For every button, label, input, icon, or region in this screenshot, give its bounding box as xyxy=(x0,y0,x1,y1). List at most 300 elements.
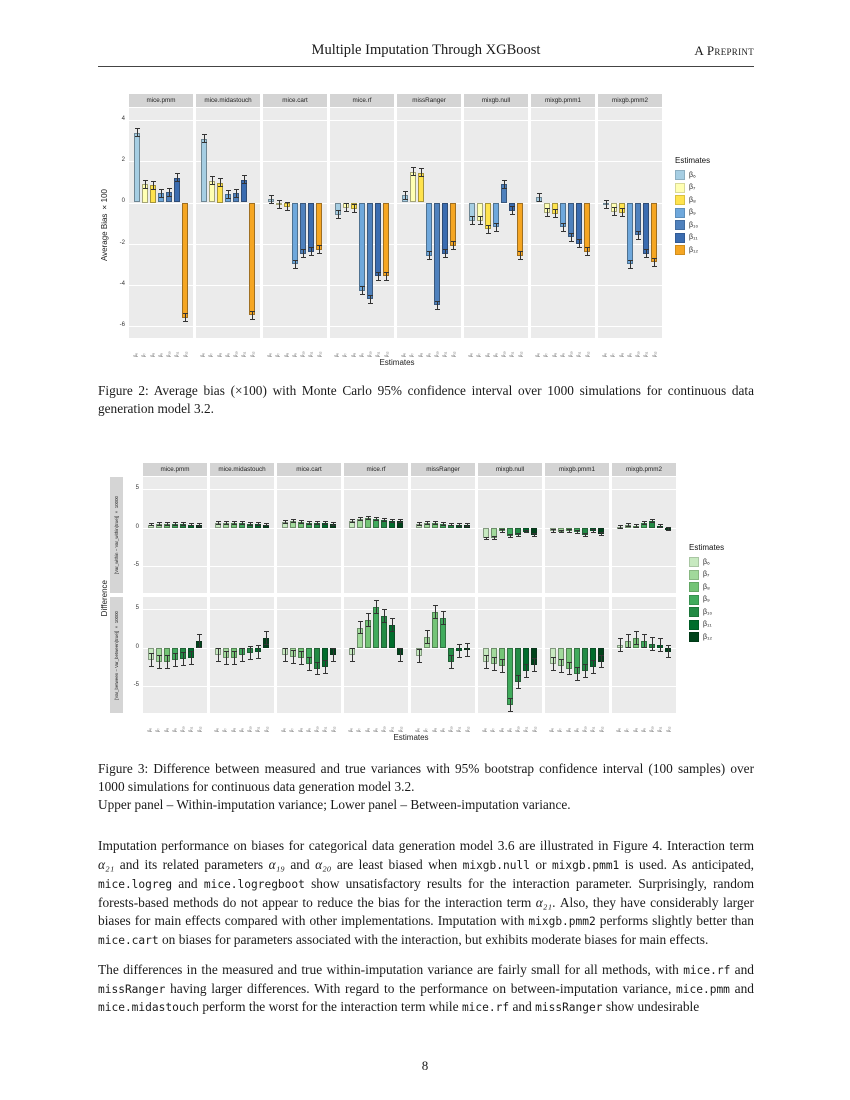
error-bar xyxy=(331,648,336,662)
text-run: . Also, they have considerably larger biases for main effects compared with other implementations. Imputation with xyxy=(98,894,754,929)
x-tick-label: β₁₂ xyxy=(182,351,188,357)
x-tick-label: β₉ xyxy=(291,352,297,357)
gridline xyxy=(478,609,542,610)
axis-spacer xyxy=(110,94,127,108)
x-tick-row xyxy=(210,717,274,732)
x-tick-row xyxy=(612,717,676,732)
bar xyxy=(450,203,456,246)
gridline xyxy=(210,686,274,687)
error-bar xyxy=(569,233,574,242)
row-facet-label: [Var_within − Var_within(true)] × 10000 xyxy=(114,496,119,575)
error-bar xyxy=(658,638,663,652)
error-bar xyxy=(384,272,389,281)
error-bar xyxy=(443,249,448,258)
error-bar xyxy=(291,650,296,664)
x-tick-label: β₁₁ xyxy=(509,351,515,357)
error-bar xyxy=(352,204,357,213)
error-bar xyxy=(604,200,609,209)
x-tick-row xyxy=(598,342,662,357)
text-run: on biases for parameters associated with the interaction, but exhibits moderate biases for main effects. xyxy=(158,932,709,948)
legend-key xyxy=(675,245,685,255)
x-tick-label: β₉ xyxy=(573,728,579,733)
error-bar xyxy=(577,239,582,248)
gridline xyxy=(330,120,394,121)
text-run: and xyxy=(730,961,754,977)
error-bar xyxy=(559,659,564,673)
error-bar xyxy=(532,533,537,537)
legend-item xyxy=(675,233,710,243)
inline-code: missRanger xyxy=(98,982,166,996)
text-run: Imputation performance on biases for categorical data generation model 3.6 are illustrated in Figure 4. Interaction term xyxy=(98,838,754,854)
x-tick-label: β₈ xyxy=(632,728,638,733)
x-tick-label: β₆ xyxy=(147,728,153,733)
gridline xyxy=(129,326,193,327)
error-bar xyxy=(350,648,355,662)
gridline xyxy=(464,326,528,327)
x-tick-label: β₁₀ xyxy=(300,351,306,357)
bar xyxy=(410,172,416,203)
row-facet-strip xyxy=(110,597,123,713)
inline-code: mixgb.null xyxy=(462,859,530,873)
error-bar xyxy=(197,523,202,527)
x-tick-label: β₁₀ xyxy=(568,351,574,357)
error-bar xyxy=(398,648,403,662)
error-bar xyxy=(524,530,529,534)
error-bar xyxy=(189,651,194,665)
bar xyxy=(134,133,140,203)
error-bar xyxy=(360,286,365,295)
error-bar xyxy=(484,537,489,541)
gridline xyxy=(478,566,542,567)
figure2-chart xyxy=(98,94,754,357)
error-bar xyxy=(583,664,588,678)
legend-item xyxy=(675,208,710,218)
error-bar xyxy=(301,249,306,258)
text-run: show undesirable xyxy=(602,999,700,1015)
legend-key xyxy=(689,595,699,605)
x-tick-label: β₉ xyxy=(358,352,364,357)
inline-math: α₁₉ xyxy=(268,857,285,873)
error-bar xyxy=(516,675,521,689)
x-tick-label: β₇ xyxy=(624,728,630,733)
panel xyxy=(545,477,609,593)
y-axis xyxy=(110,94,127,342)
error-bar xyxy=(628,260,633,269)
axis-spacer xyxy=(124,463,141,477)
x-tick-label: β₉ xyxy=(492,352,498,357)
x-tick-label: β₆ xyxy=(214,728,220,733)
legend-key xyxy=(689,632,699,642)
x-tick-label: β₁₁ xyxy=(576,351,582,357)
x-tick-label: β₆ xyxy=(602,352,608,357)
inline-code: mice.cart xyxy=(98,934,159,948)
error-bar xyxy=(650,637,655,651)
x-tick-label: β₇ xyxy=(222,728,228,733)
error-bar xyxy=(518,251,523,260)
row-facet-strip xyxy=(110,477,123,593)
legend-key xyxy=(689,582,699,592)
error-bar xyxy=(224,651,229,665)
error-bar xyxy=(537,193,542,202)
row-strip-column xyxy=(110,463,123,717)
bar xyxy=(576,203,582,244)
bar xyxy=(627,203,633,265)
x-tick-label: β₈ xyxy=(350,352,356,357)
panel xyxy=(478,597,542,713)
error-bar xyxy=(256,522,261,526)
x-tick-row xyxy=(196,342,260,357)
error-bar xyxy=(411,167,416,176)
y-tick-label: -4 xyxy=(119,280,125,287)
error-bar xyxy=(510,206,515,215)
error-bar xyxy=(599,532,604,536)
x-tick-label: β₆ xyxy=(415,728,421,733)
x-tick-label: β₆ xyxy=(468,352,474,357)
x-tick-label: β₁₂ xyxy=(249,351,255,357)
x-tick-label: β₇ xyxy=(423,728,429,733)
bar xyxy=(300,203,306,254)
error-bar xyxy=(591,660,596,674)
error-bar xyxy=(644,249,649,258)
error-bar xyxy=(183,313,188,322)
gridline xyxy=(330,326,394,327)
x-tick-label: β₁₁ xyxy=(308,351,314,357)
x-tick-label: β₉ xyxy=(439,728,445,733)
bar xyxy=(375,203,381,277)
error-bar xyxy=(583,533,588,537)
figure-3 xyxy=(98,463,754,813)
x-tick-label: β₈ xyxy=(417,352,423,357)
x-tick-label: β₁₁ xyxy=(389,727,395,733)
error-bar xyxy=(494,223,499,232)
x-tick-row xyxy=(344,717,408,732)
error-bar xyxy=(366,516,371,520)
error-bar xyxy=(264,631,269,645)
bar xyxy=(201,139,207,203)
bar xyxy=(359,203,365,291)
error-bar xyxy=(508,698,513,712)
legend-item xyxy=(675,195,710,205)
error-bar xyxy=(317,245,322,254)
x-tick-label: β₈ xyxy=(149,352,155,357)
bar xyxy=(383,203,389,277)
error-bar xyxy=(551,529,556,533)
error-bar xyxy=(358,621,363,635)
y-tick-label: -2 xyxy=(119,239,125,246)
legend-key xyxy=(689,557,699,567)
y-tick-label: 0 xyxy=(135,643,139,650)
panel xyxy=(397,108,461,338)
error-bar xyxy=(561,223,566,232)
gridline xyxy=(344,566,408,567)
legend-label: β₁₁ xyxy=(689,234,698,241)
panel xyxy=(531,108,595,338)
error-bar xyxy=(149,523,154,527)
error-bar xyxy=(484,655,489,669)
x-tick-label: β₁₂ xyxy=(397,726,403,733)
x-tick-label: β₇ xyxy=(342,353,348,357)
x-tick-row xyxy=(129,342,193,357)
gridline xyxy=(277,566,341,567)
legend-key xyxy=(675,220,685,230)
gridline xyxy=(397,285,461,286)
legend-key xyxy=(675,208,685,218)
error-bar xyxy=(492,536,497,540)
error-bar xyxy=(559,530,564,534)
error-bar xyxy=(620,208,625,217)
text-run: is used. As anticipated, xyxy=(619,857,755,873)
text-run: The differences in the measured and true within-imputation variance are fairly small for all methods, with xyxy=(98,961,684,977)
gridline xyxy=(143,686,207,687)
bar xyxy=(308,203,314,252)
inline-code: mice.rf xyxy=(683,963,731,977)
gridline xyxy=(277,686,341,687)
gridline xyxy=(143,528,207,529)
legend-label: β₈ xyxy=(703,583,710,591)
facet-column xyxy=(411,463,475,732)
gridline xyxy=(277,489,341,490)
error-bar xyxy=(157,522,162,526)
error-bar xyxy=(425,521,430,525)
gridline xyxy=(612,489,676,490)
facet-column xyxy=(344,463,408,732)
panel xyxy=(263,108,327,338)
x-tick-label: β₁₂ xyxy=(383,351,389,357)
x-tick-row xyxy=(397,342,461,357)
x-tick-label: β₇ xyxy=(208,353,214,357)
figure2-y-axis-label-text: Average Bias ×100 xyxy=(99,189,109,262)
y-tick-label: -5 xyxy=(133,562,139,569)
error-bar xyxy=(508,534,513,538)
facet-column xyxy=(545,463,609,732)
x-tick-label: β₁₀ xyxy=(247,726,253,733)
error-bar xyxy=(618,638,623,652)
y-axis-row xyxy=(124,597,141,713)
x-tick-label: β₁₀ xyxy=(233,351,239,357)
error-bar xyxy=(449,655,454,669)
text-run: and xyxy=(284,857,316,873)
error-bar xyxy=(151,181,156,190)
facet-strip: mixgb.pmm1 xyxy=(531,94,595,107)
facet-column xyxy=(330,94,394,357)
gridline xyxy=(464,120,528,121)
error-bar xyxy=(315,662,320,676)
x-tick-label: β₇ xyxy=(476,353,482,357)
text-run: and xyxy=(172,875,204,891)
inline-code: mice.pmm xyxy=(676,982,730,996)
error-bar xyxy=(240,521,245,525)
legend-key xyxy=(675,233,685,243)
error-bar xyxy=(457,644,462,658)
gridline xyxy=(598,120,662,121)
panel xyxy=(478,477,542,593)
gridline xyxy=(478,489,542,490)
gridline xyxy=(143,566,207,567)
error-bar xyxy=(269,195,274,204)
error-bar xyxy=(427,251,432,260)
bar xyxy=(442,203,448,254)
figure3-y-axis-label xyxy=(98,463,110,732)
gridline xyxy=(464,161,528,162)
x-tick-label: β₆ xyxy=(267,352,273,357)
gridline xyxy=(277,609,341,610)
inline-code: mice.midastouch xyxy=(98,1001,200,1015)
gridline xyxy=(210,528,274,529)
gridline xyxy=(411,609,475,610)
x-tick-label: β₁₁ xyxy=(643,351,649,357)
bar xyxy=(367,203,373,300)
x-tick-label: β₁₁ xyxy=(590,727,596,733)
legend xyxy=(689,463,724,645)
error-bar xyxy=(350,519,355,523)
gridline xyxy=(210,489,274,490)
x-tick-label: β₁₀ xyxy=(180,726,186,733)
error-bar xyxy=(250,311,255,320)
error-bar xyxy=(248,522,253,526)
error-bar xyxy=(599,655,604,669)
error-bar xyxy=(457,523,462,527)
error-bar xyxy=(419,168,424,177)
error-bar xyxy=(226,190,231,199)
panel xyxy=(330,108,394,338)
facet-strip: mixgb.null xyxy=(464,94,528,107)
error-bar xyxy=(232,651,237,665)
text-run: and xyxy=(509,999,536,1015)
x-tick-label: β₆ xyxy=(616,728,622,733)
panel xyxy=(612,597,676,713)
facet-column xyxy=(210,463,274,732)
inline-code: mice.logreg xyxy=(98,877,173,891)
x-tick-label: β₆ xyxy=(200,352,206,357)
legend-item xyxy=(689,582,724,592)
bar xyxy=(651,203,657,263)
gridline xyxy=(545,489,609,490)
x-tick-label: β₆ xyxy=(549,728,555,733)
x-tick-label: β₁₂ xyxy=(464,726,470,733)
panel xyxy=(210,597,274,713)
text-run: show unsatisfactory results for the interaction parameter. Surprisingly, random forests-based methods do not appear to reduce the bias for the interaction term xyxy=(98,875,755,910)
error-bar xyxy=(232,521,237,525)
panel xyxy=(612,477,676,593)
x-tick-label: β₇ xyxy=(275,353,281,357)
error-bar xyxy=(240,648,245,662)
x-tick-label: β₆ xyxy=(535,352,541,357)
gridline xyxy=(612,566,676,567)
x-tick-row xyxy=(411,717,475,732)
x-tick-label: β₁₀ xyxy=(515,726,521,733)
gridline xyxy=(411,489,475,490)
inline-code: mixgb.pmm2 xyxy=(528,915,596,929)
gridline xyxy=(411,528,475,529)
error-bar xyxy=(532,658,537,672)
error-bar xyxy=(159,189,164,198)
page-number: 8 xyxy=(421,1058,429,1073)
x-tick-label: β₇ xyxy=(490,728,496,733)
error-bar xyxy=(652,258,657,267)
error-bar xyxy=(336,210,341,219)
panel xyxy=(143,477,207,593)
error-bar xyxy=(441,611,446,625)
x-tick-label: β₁₁ xyxy=(255,727,261,733)
error-bar xyxy=(575,530,580,534)
facet-column xyxy=(464,94,528,357)
gridline xyxy=(397,161,461,162)
legend-key xyxy=(675,170,685,180)
panel xyxy=(143,597,207,713)
legend-item xyxy=(675,220,710,230)
figure2-caption: Figure 2: Average bias (×100) with Monte Carlo 95% confidence interval over 1000 simulations for continuous data generation model 3.2. xyxy=(98,383,754,416)
error-bar xyxy=(575,667,580,681)
x-tick-label: β₁₀ xyxy=(635,351,641,357)
legend xyxy=(675,94,710,258)
error-bar xyxy=(277,200,282,209)
error-bar xyxy=(175,173,180,182)
error-bar xyxy=(500,659,505,673)
x-tick-label: β₁₁ xyxy=(174,351,180,357)
error-bar xyxy=(307,521,312,525)
legend-key xyxy=(689,607,699,617)
panel xyxy=(277,477,341,593)
x-tick-label: β₁₂ xyxy=(651,351,657,357)
error-bar xyxy=(433,605,438,619)
y-tick-label: -5 xyxy=(133,682,139,689)
error-bar xyxy=(224,521,229,525)
error-bar xyxy=(451,241,456,250)
legend-item xyxy=(675,245,710,255)
error-bar xyxy=(242,175,247,184)
error-bar xyxy=(299,520,304,524)
gridline xyxy=(598,161,662,162)
gridline xyxy=(129,120,193,121)
y-axis-row xyxy=(124,477,141,593)
text-run: and xyxy=(729,980,754,996)
strip-spacer xyxy=(110,463,123,477)
error-bar xyxy=(165,522,170,526)
x-tick-label: β₇ xyxy=(155,728,161,733)
facet-column xyxy=(196,94,260,357)
gridline xyxy=(210,609,274,610)
error-bar xyxy=(591,529,596,533)
figure3-y-axis-label-text: Difference xyxy=(99,579,109,616)
gridline xyxy=(344,686,408,687)
x-tick-label: β₁₂ xyxy=(196,726,202,733)
x-tick-label: β₁₂ xyxy=(316,351,322,357)
gridline xyxy=(143,609,207,610)
legend-label: β₆ xyxy=(703,558,710,566)
legend-item xyxy=(675,170,710,180)
facet-strip: mixgb.null xyxy=(478,463,542,476)
x-tick-label: β₁₂ xyxy=(584,351,590,357)
x-tick-row xyxy=(330,342,394,357)
error-bar xyxy=(285,202,290,211)
text-run: performs slightly better than xyxy=(595,913,754,929)
error-bar xyxy=(202,134,207,143)
facet-strip: missRanger xyxy=(397,94,461,107)
x-tick-label: β₁₂ xyxy=(330,726,336,733)
legend-label: β₁₀ xyxy=(703,608,713,616)
x-tick-label: β₉ xyxy=(238,728,244,733)
x-tick-label: β₁₁ xyxy=(442,351,448,357)
x-tick-label: β₉ xyxy=(305,728,311,733)
gridline xyxy=(330,161,394,162)
gridline xyxy=(143,489,207,490)
x-tick-label: β₁₀ xyxy=(434,351,440,357)
facet-strip: mice.cart xyxy=(263,94,327,107)
x-tick-label: β₈ xyxy=(230,728,236,733)
figure3-chart xyxy=(98,463,754,732)
figure3-plot-area xyxy=(110,463,724,732)
gridline xyxy=(411,566,475,567)
